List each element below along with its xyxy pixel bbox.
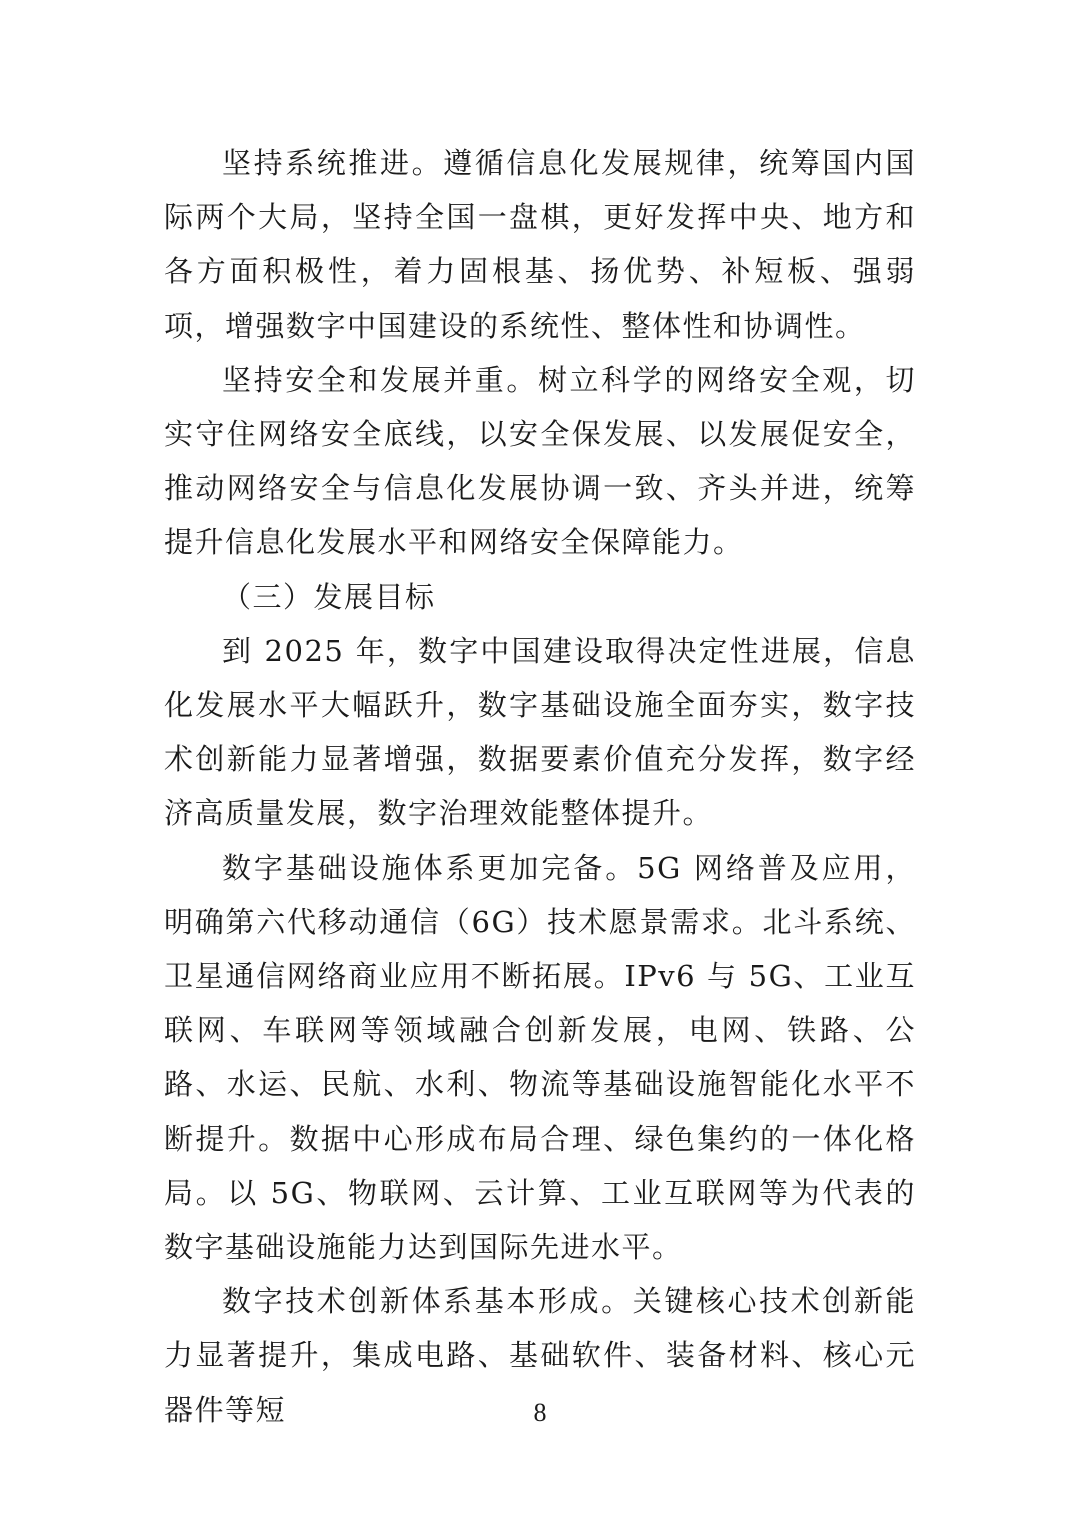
paragraph-2025-goal: 到 2025 年，数字中国建设取得决定性进展，信息化发展水平大幅跃升，数字基础设施全面夯实，数字技术创新能力显著增强，数据要素价值充分发挥，数字经济高质量发展，数字治理效能整体提升。	[164, 633, 916, 831]
paragraph-systematic-advance: 坚持系统推进。遵循信息化发展规律，统筹国内国际两个大局，坚持全国一盘棋，更好发挥中央、地方和各方面积极性，着力固根基、扬优势、补短板、强弱项，增强数字中国建设的系统性、整体性和协调性。	[164, 146, 916, 343]
section-heading-goals: （三）发展目标	[222, 579, 436, 614]
document-body	[164, 136, 916, 1437]
page-number: 8	[533, 1398, 547, 1427]
paragraph-digital-infrastructure: 数字基础设施体系更加完备。5G 网络普及应用，明确第六代移动通信（6G）技术愿景需求。北斗系统、卫星通信网络商业应用不断拓展。IPv6 与 5G、工业互联网、车联网等领域融合创新发展，电网、铁路、公路、水运、民航、水利、物流等基础设施智能化水平不断提升。数据中心形成布局合理、绿色集约的一体化格局。以 5G、物联网、云计算、工业互联网等为代表的数字基础设施能力达到国际先进水平。	[164, 850, 916, 1265]
paragraph-digital-innovation: 数字技术创新体系基本形成。关键核心技术创新能力显著提升，集成电路、基础软件、装备材料、核心元器件等短	[164, 1284, 916, 1427]
paragraph-security-development: 坚持安全和发展并重。树立科学的网络安全观，切实守住网络安全底线，以安全保发展、以发展促安全，推动网络安全与信息化发展协调一致、齐头并进，统筹提升信息化发展水平和网络安全保障能力。	[164, 362, 916, 560]
